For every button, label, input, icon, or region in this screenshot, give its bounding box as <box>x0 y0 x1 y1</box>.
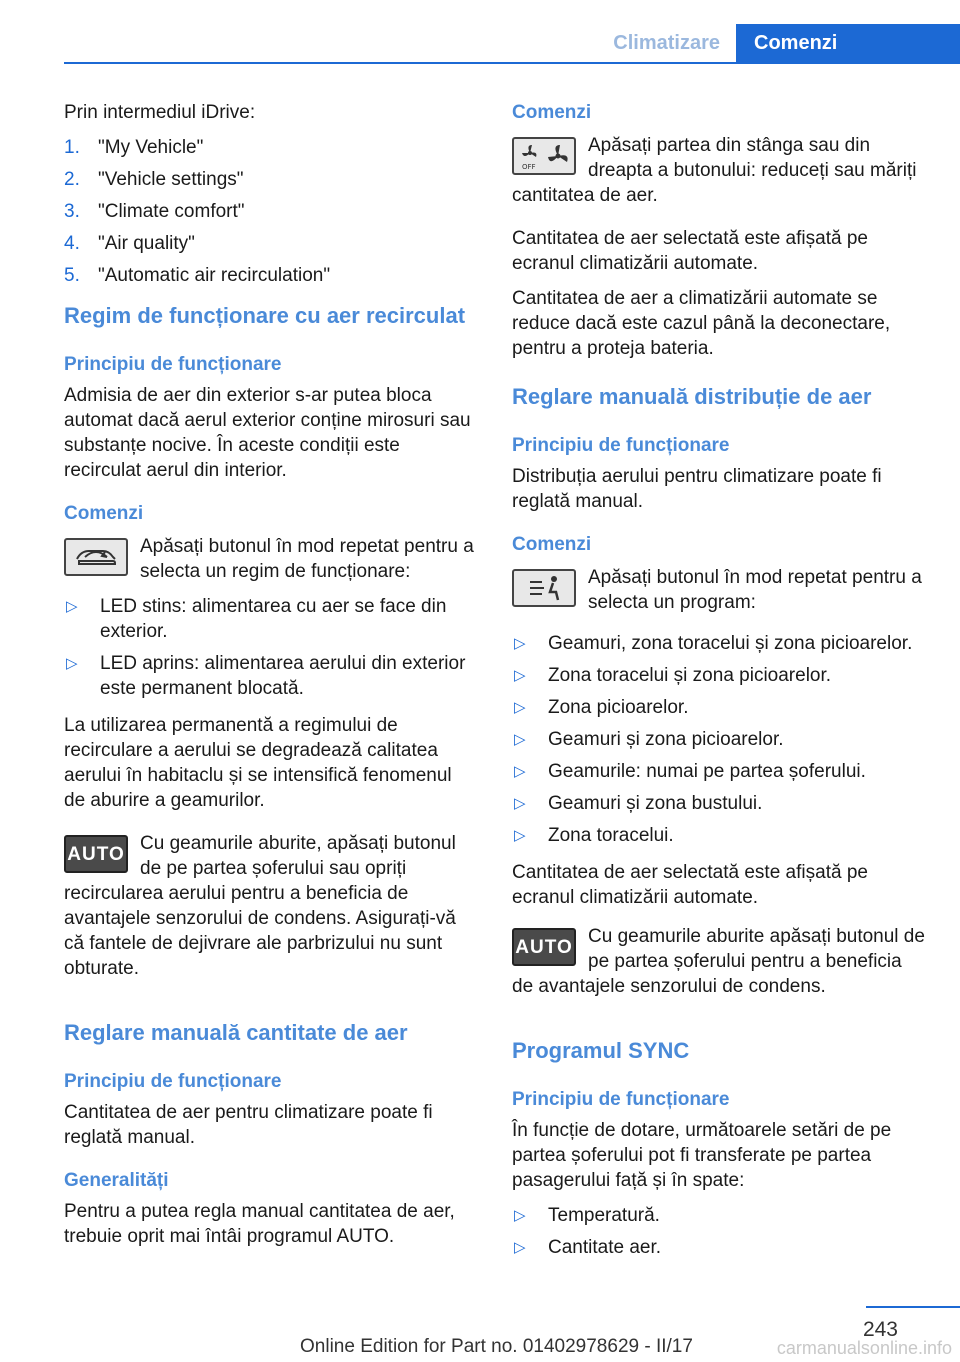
recirc-controls-heading: Comenzi <box>64 503 144 524</box>
list-item: ▷ Temperatură. <box>514 1205 660 1226</box>
recirculation-button-icon <box>64 538 128 576</box>
distribution-paragraph-1: Cantitatea de aer selectată este afișată pe ecranul climatizării automate. <box>512 862 868 908</box>
auto-block <box>64 831 478 991</box>
list-item: 4. "Air quality" <box>64 233 195 254</box>
list-item: ▷ Geamurile: numai pe partea șoferului. <box>514 761 866 782</box>
auto-button-icon: AUTO <box>64 835 128 873</box>
recirc-options <box>64 594 478 701</box>
page-header <box>64 24 960 64</box>
list-item: 2. "Vehicle settings" <box>64 169 244 190</box>
recirc-principle-text: Admisia de aer din exterior s-ar putea bloca automat dacă aerul exterior conține mirosuri sau substanțe nocive. În aceste condiții este recirculat aerul din interior. <box>64 385 471 481</box>
distribution-controls-block <box>512 565 926 625</box>
bullet-triangle-icon: ▷ <box>66 598 78 615</box>
bullet-triangle-icon: ▷ <box>66 655 78 672</box>
auto-text: Cu geamurile aburite, apăsați butonul de pe partea șoferului sau opriți recircularea aerului pentru a beneficia de avantajele senzorului de condens. Asigurați-vă că fantele de dejivrare ale parbrizului nu sunt obturate. <box>64 833 456 979</box>
idrive-steps <box>64 135 478 288</box>
fan-controls-text: Apăsați partea din stânga sau din dreapta a butonului: reduceți sau măriți cantitatea de aer. <box>512 135 917 206</box>
bullet-triangle-icon: ▷ <box>514 795 526 812</box>
sync-heading: Programul SYNC <box>512 1038 690 1063</box>
list-item: ▷ LED aprins: alimentarea aerului din exterior este permanent blocată. <box>66 653 466 699</box>
auto-button-icon: AUTO <box>512 928 576 966</box>
list-item: ▷ Zona toracelui. <box>514 825 674 846</box>
fan-paragraph-2: Cantitatea de aer a climatizării automate se reduce dacă este cazul până la deconectare, pentru a proteja bateria. <box>512 288 891 359</box>
recirc-principle-heading: Principiu de funcționare <box>64 354 282 375</box>
bullet-triangle-icon: ▷ <box>514 1207 526 1224</box>
bullet-triangle-icon: ▷ <box>514 667 526 684</box>
recirc-note: La utilizarea permanentă a regimului de recirculare a aerului se degradează calitatea aerului în habitaclu și se intensifică fenomenul de aburire a geamurilor. <box>64 715 452 811</box>
right-column <box>512 100 926 1272</box>
list-item: 3. "Climate comfort" <box>64 201 245 222</box>
bullet-triangle-icon: ▷ <box>514 635 526 652</box>
distribution-principle-heading: Principiu de funcționare <box>512 435 730 456</box>
bullet-triangle-icon: ▷ <box>514 1239 526 1256</box>
air-distribution-icon <box>512 569 576 607</box>
fan-controls-heading: Comenzi <box>512 102 592 123</box>
distribution-auto-block <box>512 924 926 1009</box>
section-label: Climatizare <box>613 32 720 54</box>
list-item: ▷ Zona toracelui și zona picioarelor. <box>514 665 832 686</box>
list-item: ▷ LED stins: alimentarea cu aer se face din exterior. <box>66 596 447 642</box>
bullet-triangle-icon: ▷ <box>514 699 526 716</box>
list-item: ▷ Zona picioarelor. <box>514 697 689 718</box>
distribution-heading: Reglare manuală distribuție de aer <box>512 384 872 409</box>
list-item: 1. "My Vehicle" <box>64 137 204 158</box>
list-item: ▷ Geamuri și zona picioarelor. <box>514 729 784 750</box>
recirc-controls-block <box>64 534 478 594</box>
list-item: ▷ Geamuri și zona bustului. <box>514 793 763 814</box>
list-item: ▷ Geamuri, zona toracelui și zona picioarelor. <box>514 633 913 654</box>
list-item: 5. "Automatic air recirculation" <box>64 265 331 286</box>
amount-general-heading: Generalități <box>64 1170 169 1191</box>
left-column <box>64 100 478 1259</box>
watermark: carmanualsonline.info <box>776 1338 952 1358</box>
distribution-programs <box>512 631 926 848</box>
distribution-controls-text: Apăsați butonul în mod repetat pentru a selecta un program: <box>588 567 922 613</box>
bullet-triangle-icon: ▷ <box>514 763 526 780</box>
fan-controls-block <box>512 133 926 218</box>
sync-principle-heading: Principiu de funcționare <box>512 1089 730 1110</box>
bullet-triangle-icon: ▷ <box>514 731 526 748</box>
amount-general-text: Pentru a putea regla manual cantitatea de aer, trebuie oprit mai întâi programul AUTO. <box>64 1201 455 1247</box>
active-tab: Comenzi <box>736 24 960 62</box>
svg-text:OFF: OFF <box>522 163 536 171</box>
amount-principle-heading: Principiu de funcționare <box>64 1071 282 1092</box>
recirc-heading: Regim de funcționare cu aer recirculat <box>64 303 466 328</box>
recirc-controls-text: Apăsați butonul în mod repetat pentru a selecta un regim de funcționare: <box>140 536 474 582</box>
amount-heading: Reglare manuală cantitate de aer <box>64 1020 408 1045</box>
fan-paragraph-1: Cantitatea de aer selectată este afișată pe ecranul climatizării automate. <box>512 228 868 274</box>
sync-principle-text: În funcție de dotare, următoarele setări de pe partea șoferului pot fi transferate pe partea pasagerului față și în spate: <box>512 1120 892 1191</box>
bullet-triangle-icon: ▷ <box>514 827 526 844</box>
idrive-intro: Prin intermediul iDrive: <box>64 102 256 123</box>
distribution-principle-text: Distribuția aerului pentru climatizare poate fi reglată manual. <box>512 466 882 512</box>
distribution-controls-heading: Comenzi <box>512 534 592 555</box>
footer-rule <box>866 1306 960 1308</box>
page-number: 243 <box>862 1318 898 1341</box>
distribution-auto-text: Cu geamurile aburite apăsați butonul de pe partea șoferului pentru a beneficia de avantajele senzorului de condens. <box>512 926 925 997</box>
amount-principle-text: Cantitatea de aer pentru climatizare poate fi reglată manual. <box>64 1102 433 1148</box>
sync-settings <box>512 1203 926 1260</box>
list-item: ▷ Cantitate aer. <box>514 1237 662 1258</box>
fan-button-icon <box>512 137 576 175</box>
edition-note: Online Edition for Part no. 01402978629 - II/17 <box>300 1336 693 1357</box>
